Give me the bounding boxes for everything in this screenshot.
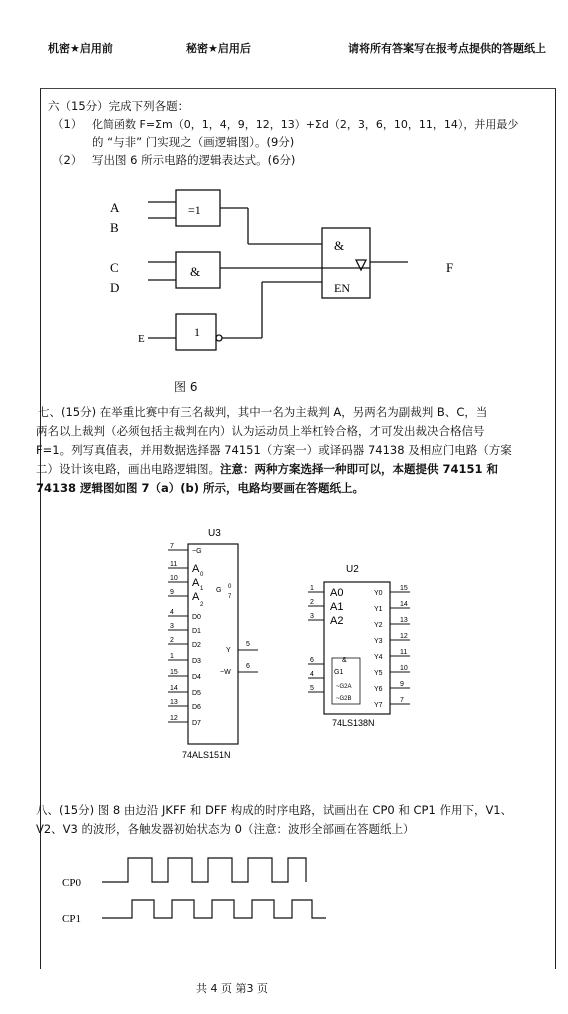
u3-sub: 0 — [200, 572, 204, 578]
u2-output-label: Y3 — [374, 638, 383, 645]
u2-out-pin: 10 — [400, 665, 408, 672]
u2-inner-label: ~G2B — [336, 696, 352, 702]
u3-part: 74ALS151N — [182, 750, 231, 760]
output-f: F — [446, 260, 454, 275]
u3-pin-number: 11 — [170, 561, 178, 568]
u3-pin-number: 12 — [170, 715, 178, 722]
u3-title: U3 — [208, 528, 221, 539]
en-label: EN — [334, 281, 350, 295]
u3-pin-label: A — [192, 577, 200, 589]
u2-inner-label: A1 — [330, 601, 344, 613]
u3-pin-number: 10 — [170, 575, 178, 582]
q7-line4-note: 注意：两种方案选择一种即可以，本题提供 74151 和 — [220, 462, 499, 476]
main-and-label: & — [334, 238, 345, 253]
u3-pin-number: 1 — [170, 653, 174, 660]
q7-line1: 七、(15分) 在举重比赛中有三名裁判，其中一名为主裁判 A，另两名为副裁判 B、C，当 — [38, 405, 488, 419]
u3-pin-label: D1 — [192, 628, 201, 635]
q6-p1-line1: 化简函数 F=Σm（0，1，4，9，12，13）+Σd（2，3，6，10，11，14），并用最少 — [92, 118, 519, 131]
u3-pin-label: D5 — [192, 690, 201, 697]
u2-output-label: Y2 — [374, 622, 383, 629]
cp0-label: CP0 — [62, 877, 81, 889]
input-e: E — [138, 333, 145, 345]
u3-y-label: Y — [226, 647, 231, 654]
header-middle: 秘密★启用后 — [186, 42, 251, 55]
u3-w-label: ~W — [220, 669, 231, 676]
header-left: 机密★启用前 — [48, 42, 113, 55]
chip-74151 — [160, 526, 272, 762]
u2-pin-number: 5 — [310, 685, 314, 692]
u3-pin-number: 15 — [170, 669, 178, 676]
u3-pin-label: D7 — [192, 720, 201, 727]
q6-p2-text: 写出图 6 所示电路的逻辑表达式。(6分) — [92, 153, 296, 167]
q8-line2: V2、V3 的波形，各触发器初始状态为 0（注意：波形全部画在答题纸上） — [36, 822, 415, 836]
input-b: B — [110, 220, 119, 235]
u3-pin-w: 6 — [246, 663, 250, 670]
u3-pin-label: D4 — [192, 674, 201, 681]
u2-title: U2 — [346, 564, 359, 575]
u2-pin-number: 2 — [310, 599, 314, 606]
u2-out-pin: 7 — [400, 697, 404, 704]
u2-output-label: Y7 — [374, 702, 383, 709]
q7-line3: F=1。列写真值表，并用数据选择器 74151（方案一）或译码器 74138 及相应门电路（方案 — [36, 443, 512, 457]
u2-inner-label: ~G2A — [336, 684, 352, 690]
chip-74138 — [306, 560, 418, 730]
u3-g-sub0: 0 — [228, 584, 232, 590]
q6-p1-num: （1） — [52, 117, 83, 131]
u3-pin-number: 2 — [170, 637, 174, 644]
and-label: & — [190, 264, 201, 279]
u3-pin-number: 3 — [170, 623, 174, 630]
q7-line5: 74138 逻辑图如图 7（a）(b) 所示，电路均要画在答题纸上。 — [36, 481, 365, 495]
q6-title: 六（15分）完成下列各题： — [48, 99, 190, 113]
xor-label: =1 — [188, 203, 201, 217]
clock-waveforms — [50, 848, 330, 934]
input-d: D — [110, 280, 120, 295]
cp0-wave — [102, 858, 306, 882]
header-right: 请将所有答案写在报考点提供的答题纸上 — [348, 42, 546, 55]
q6-p2-num: （2） — [52, 153, 83, 167]
u2-out-pin: 13 — [400, 617, 408, 624]
u3-sub: 1 — [200, 586, 204, 592]
u3-pin-label: D0 — [192, 614, 201, 621]
u3-pin-label: A — [192, 591, 200, 603]
input-c: C — [110, 260, 119, 275]
u3-pin-number: 7 — [170, 543, 174, 550]
u2-out-pin: 9 — [400, 681, 404, 688]
q7-line4-normal: 二）设计该电路，画出电路逻辑图。 — [36, 462, 220, 476]
u3-pin-number: 14 — [170, 685, 178, 692]
u3-g-sub7: 7 — [228, 594, 232, 600]
q7-line2: 两名以上裁判（必须包括主裁判在内）认为运动员上举杠铃合格，才可发出裁决合格信号 — [36, 424, 485, 438]
u2-out-pin: 11 — [400, 649, 408, 656]
u2-inner-label: & — [342, 657, 347, 664]
u2-out-pin: 12 — [400, 633, 408, 640]
input-a: A — [110, 200, 120, 215]
u3-pin-number: 13 — [170, 699, 178, 706]
u2-pin-number: 3 — [310, 613, 314, 620]
fig6-caption: 图 6 — [174, 380, 198, 394]
u2-output-label: Y4 — [374, 654, 383, 661]
u3-pin-number: 4 — [170, 609, 174, 616]
u3-sub: 2 — [200, 602, 204, 608]
u2-pin-number: 1 — [310, 585, 314, 592]
q6-p1-line2: 的 “与非” 门实现之（画逻辑图）。(9分) — [92, 135, 295, 149]
u2-pin-number: 6 — [310, 657, 314, 664]
u2-out-pin: 14 — [400, 601, 408, 608]
u3-pin-label: A — [192, 563, 200, 575]
q7-line4 — [36, 461, 498, 477]
u3-pin-number: 9 — [170, 589, 174, 596]
u2-inner-label: A2 — [330, 615, 344, 627]
cp1-wave — [102, 900, 326, 918]
u2-out-pin: 15 — [400, 585, 408, 592]
u3-g-label: G — [216, 587, 222, 594]
not-label: 1 — [194, 325, 200, 339]
q8-line1: 八、(15分) 图 8 由边沿 JKFF 和 DFF 构成的时序电路，试画出在 CP0 和 CP1 作用下，V1、 — [36, 803, 513, 817]
u2-inner-label: A0 — [330, 587, 344, 599]
u2-inner-label: G1 — [334, 669, 344, 676]
cp1-label: CP1 — [62, 913, 81, 925]
u3-pin-label: D3 — [192, 658, 201, 665]
page-footer: 共 4 页 第3 页 — [196, 982, 268, 995]
u2-output-label: Y1 — [374, 606, 383, 613]
u2-output-label: Y5 — [374, 670, 383, 677]
u3-pin-label: ~G — [192, 548, 202, 555]
u2-pin-number: 4 — [310, 671, 314, 678]
u3-pin-label: D6 — [192, 704, 201, 711]
u2-output-label: Y0 — [374, 590, 383, 597]
u3-pin-label: D2 — [192, 642, 201, 649]
u3-pin-y: 5 — [246, 641, 250, 648]
u2-output-label: Y6 — [374, 686, 383, 693]
u2-part: 74LS138N — [332, 718, 375, 728]
